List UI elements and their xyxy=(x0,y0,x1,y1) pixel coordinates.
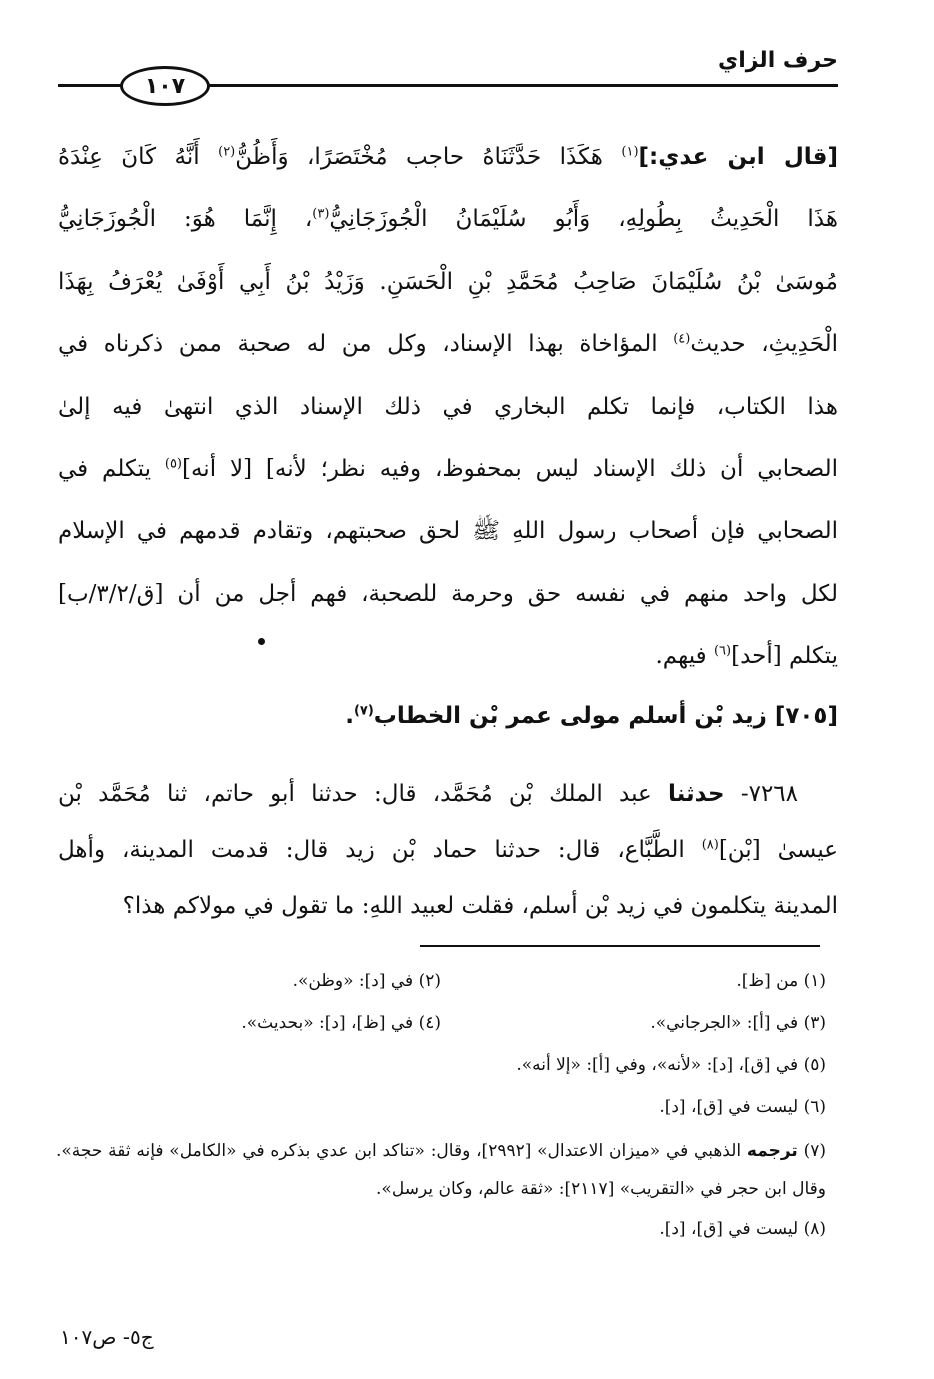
page-footer xyxy=(60,1325,154,1349)
footnote-ref: (٤) xyxy=(673,331,691,347)
entry-heading: [٧٠٥] زيد بْن أسلم مولى عمر بْن الخطاب$^{(٧)}$. xyxy=(345,703,838,729)
text-line: هَذَا الْحَدِيثُ بِطُولِهِ، وَأَبُو سُلَيْمَانُ الْجُوزَجَانِيُّ$^{(٣)}$، إِنَّمَا هُوَ: الْجُوزَجَانِيُّ xyxy=(58,206,838,233)
page-number-badge xyxy=(120,66,210,106)
text-line: مُوسَىٰ بْنُ سُلَيْمَانَ صَاحِبُ مُحَمَّدِ بْنِ الْحَسَنِ. وَزَيْدُ بْنُ أَبِي أَوْفَىٰ يُعْرَفُ بِهَذَا xyxy=(58,268,838,295)
footnote-separator xyxy=(420,945,820,947)
footnote: (٧) ترجمه الذهبي في «ميزان الاعتدال» [٢٩٩٢]، وقال: «تناكد ابن عدي بذكره في «الكامل» فإنه ثقة حجة». وقال ابن حجر في «التقريب» [٢١١٧]: «ثقة عالم، وكان يرسل». xyxy=(56,1141,826,1199)
hadith-text xyxy=(58,766,838,934)
footnote-ref: (٥) xyxy=(164,456,182,472)
text-line: الصحابي أن ذلك الإسناد ليس بمحفوظ، وفيه نظر؛ لأنه] [لا أنه]$^{(٥)}$ يتكلم في xyxy=(58,456,838,483)
page-number: ١٠٧ xyxy=(144,73,186,99)
hadith-opening: حدثنا xyxy=(668,781,725,807)
hadith-number: ٧٢٦٨- xyxy=(740,781,799,807)
footnote-row xyxy=(56,1002,826,1044)
footnote-ref: (٧) xyxy=(353,703,374,719)
footnote: (٦) ليست في [ق]، [د]. xyxy=(659,1097,826,1117)
text-line: عيسىٰ [بْن]$^{(٨)}$ الطَّبَّاع، قال: حدثنا حماد بْن زيد قال: قدمت المدينة، وأهل xyxy=(58,837,838,863)
text-line: المدينة يتكلمون في زيد بْن أسلم، فقلت لعبيد اللهِ: ما تقول في مولاكم هذا؟ xyxy=(122,893,838,919)
text-line: الصحابي فإن أصحاب رسول اللهِ ﷺ لحق صحبتهم، وتقادم قدمهم في الإسلام xyxy=(58,518,838,545)
text-line: لكل واحد منهم في نفسه حق وحرمة للصحبة، فهم أجل من أن [ق/٣/٢/ب] xyxy=(58,580,838,607)
footnote: (٤) في [ظ]، [د]: «بحديث». xyxy=(241,1013,441,1033)
text-line: يتكلم [أحد]$^{(٦)}$ فيهم. xyxy=(655,643,838,670)
footnote-row xyxy=(56,960,826,1002)
page-header xyxy=(58,38,838,108)
footnote-ref: (٢) xyxy=(218,144,236,160)
text-line: هذا الكتاب، فإنما تكلم البخاري في ذلك الإسناد الذي انتهىٰ فيه إلىٰ xyxy=(58,393,838,420)
text-line: ٧٢٦٨- حدثنا عبد الملك بْن مُحَمَّد، قال: حدثنا أبو حاتم، ثنا مُحَمَّد بْن xyxy=(58,781,799,807)
footnote: (١) من [ظ]. xyxy=(736,971,826,991)
footnote: (٣) في [أ]: «الجرجاني». xyxy=(650,1013,826,1033)
footnotes xyxy=(56,960,826,1250)
text-line: [قال ابن عدي:]$^{(١)}$ هَكَذَا حَدَّثَنَاهُ حاجب مُخْتَصَرًا، وَأَظُنُّ$^{(٢)}$ أَنَّهُ كَانَ عِنْدَهُ xyxy=(58,144,838,170)
footnote-ref: (٨) xyxy=(701,837,719,853)
footnote-ref: (١) xyxy=(621,144,639,160)
footnote-ref: (٣) xyxy=(312,206,330,222)
footnote: (٨) ليست في [ق]، [د]. xyxy=(659,1219,826,1239)
main-text xyxy=(58,126,838,688)
text-line: الْحَدِيثِ، حديث$^{(٤)}$ المؤاخاة بهذا الإسناد، وكل من له صحبة ممن ذكرناه في xyxy=(58,331,838,358)
footnote: (٢) في [د]: «وظن». xyxy=(292,971,441,991)
footnote-ref: (٦) xyxy=(713,643,732,659)
volume-page-ref: ج٥- ص١٠٧ xyxy=(60,1325,154,1349)
margin-dot xyxy=(258,638,265,645)
chapter-title: حرف الزاي xyxy=(718,48,838,73)
footnote: (٥) في [ق]، [د]: «لأنه»، وفي [أ]: «إلا أنه». xyxy=(516,1055,826,1075)
